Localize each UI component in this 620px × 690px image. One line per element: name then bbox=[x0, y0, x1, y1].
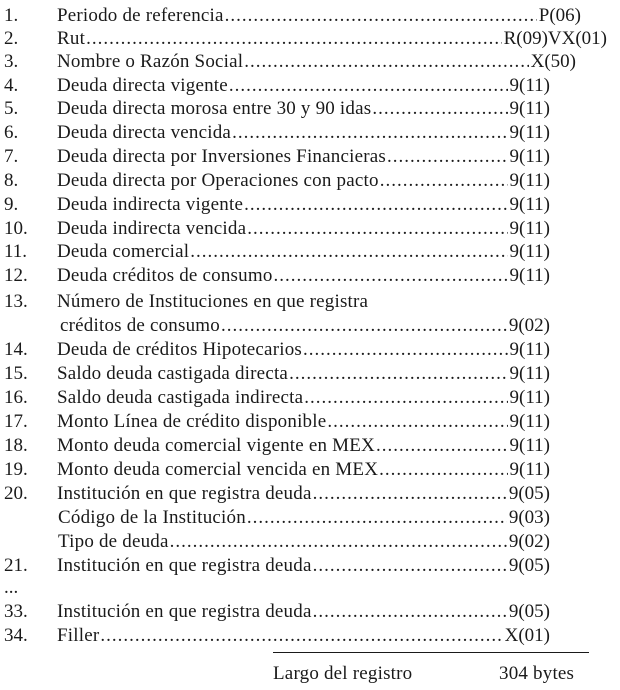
field-row-33 bbox=[0, 600, 620, 623]
field-number: 8. bbox=[4, 170, 19, 191]
field-type: 9(11) bbox=[509, 459, 550, 480]
field-row-6 bbox=[0, 121, 620, 144]
dot-leader bbox=[86, 27, 502, 50]
dot-leader bbox=[170, 530, 507, 553]
field-label: Deuda directa vencida bbox=[57, 122, 232, 143]
field-label: Deuda indirecta vencida bbox=[57, 218, 247, 239]
field-number: 7. bbox=[4, 146, 19, 167]
field-number: 34. bbox=[4, 625, 28, 646]
dot-leader bbox=[387, 145, 508, 168]
field-type: 9(11) bbox=[509, 363, 550, 384]
field-label: Monto deuda comercial vigente en MEX bbox=[57, 435, 375, 456]
field-type: 9(05) bbox=[508, 555, 550, 576]
field-type: 9(11) bbox=[509, 146, 550, 167]
field-row-19 bbox=[0, 458, 620, 481]
field-number: 1. bbox=[4, 5, 19, 26]
field-row-3 bbox=[0, 50, 620, 73]
field-row-2 bbox=[0, 27, 620, 50]
record-length-value: 304 bytes bbox=[499, 663, 575, 684]
field-number: 4. bbox=[4, 75, 19, 96]
field-row-1 bbox=[0, 4, 620, 27]
field-number: 3. bbox=[4, 51, 19, 72]
field-number: 5. bbox=[4, 98, 19, 119]
field-type: P(06) bbox=[538, 5, 581, 26]
dot-leader bbox=[247, 217, 507, 240]
dot-leader bbox=[232, 121, 507, 144]
field-type: X(50) bbox=[530, 51, 576, 72]
field-row-16 bbox=[0, 386, 620, 409]
field-row-14 bbox=[0, 338, 620, 361]
field-number: 16. bbox=[4, 387, 28, 408]
field-type: R(09)VX(01) bbox=[503, 28, 607, 49]
field-number: 19. bbox=[4, 459, 28, 480]
dot-leader bbox=[313, 600, 507, 623]
field-row-8 bbox=[0, 169, 620, 192]
field-type: X(01) bbox=[504, 625, 550, 646]
field-row-34 bbox=[0, 624, 620, 647]
field-row-13-continued bbox=[0, 314, 620, 337]
field-label: Institución en que registra deuda bbox=[57, 483, 312, 504]
dot-leader bbox=[190, 240, 507, 263]
field-number: 11. bbox=[4, 241, 28, 262]
field-label: Deuda directa morosa entre 30 y 90 idas bbox=[57, 98, 372, 119]
field-type: 9(11) bbox=[509, 122, 550, 143]
field-type: 9(11) bbox=[509, 194, 550, 215]
dot-leader bbox=[247, 506, 507, 529]
dot-leader bbox=[376, 434, 508, 457]
dot-leader bbox=[100, 624, 502, 647]
field-type: 9(11) bbox=[509, 218, 550, 239]
field-type: 9(11) bbox=[509, 387, 550, 408]
field-row-10 bbox=[0, 217, 620, 240]
field-row-9 bbox=[0, 193, 620, 216]
field-label: Nombre o Razón Social bbox=[57, 51, 244, 72]
field-label: Monto deuda comercial vencida en MEX bbox=[57, 459, 379, 480]
field-number: 21. bbox=[4, 555, 28, 576]
field-type: 9(02) bbox=[508, 315, 550, 336]
dot-leader bbox=[244, 193, 507, 216]
field-number: 18. bbox=[4, 435, 28, 456]
field-number: 13. bbox=[4, 291, 28, 312]
field-type: 9(11) bbox=[509, 339, 550, 360]
field-number: 20. bbox=[4, 483, 28, 504]
dot-leader bbox=[379, 458, 507, 481]
dot-leader bbox=[313, 554, 507, 577]
field-label: Rut bbox=[57, 28, 86, 49]
field-row-17 bbox=[0, 410, 620, 433]
field-label: Monto Línea de crédito disponible bbox=[57, 411, 327, 432]
field-label: Institución en que registra deuda bbox=[57, 601, 312, 622]
dot-leader bbox=[244, 50, 528, 73]
field-label: Deuda directa por Operaciones con pacto bbox=[57, 170, 379, 191]
field-row-5 bbox=[0, 97, 620, 120]
field-label: Institución en que registra deuda bbox=[57, 555, 312, 576]
field-row-13 bbox=[0, 290, 620, 313]
field-number: 33. bbox=[4, 601, 28, 622]
field-label: Código de la Institución bbox=[58, 507, 246, 528]
field-type: 9(05) bbox=[508, 601, 550, 622]
field-label: Deuda comercial bbox=[57, 241, 190, 262]
field-number: 15. bbox=[4, 363, 28, 384]
dot-leader bbox=[313, 482, 507, 505]
field-label: Saldo deuda castigada indirecta bbox=[57, 387, 304, 408]
field-row-7 bbox=[0, 145, 620, 168]
field-label: Deuda de créditos Hipotecarios bbox=[57, 339, 302, 360]
field-row-20-type bbox=[0, 530, 620, 553]
dot-leader bbox=[225, 4, 537, 27]
dot-leader bbox=[380, 169, 508, 192]
field-row-12 bbox=[0, 264, 620, 287]
field-label: Deuda directa por Inversiones Financieras bbox=[57, 146, 386, 167]
dot-leader bbox=[372, 97, 507, 120]
field-row-11 bbox=[0, 240, 620, 263]
ellipsis: ... bbox=[4, 577, 19, 598]
dot-leader bbox=[304, 386, 507, 409]
field-label: Deuda indirecta vigente bbox=[57, 194, 244, 215]
dot-leader bbox=[303, 338, 508, 361]
field-type: 9(03) bbox=[508, 507, 550, 528]
field-label: Número de Instituciones en que registra bbox=[57, 291, 369, 312]
field-row-15 bbox=[0, 362, 620, 385]
record-length-label: Largo del registro bbox=[273, 663, 413, 684]
dot-leader bbox=[221, 314, 507, 337]
dot-leader bbox=[274, 264, 508, 287]
total-divider bbox=[273, 652, 589, 653]
field-label: Deuda directa vigente bbox=[57, 75, 228, 96]
ellipsis-row bbox=[0, 576, 620, 599]
field-type: 9(11) bbox=[509, 170, 550, 191]
dot-leader bbox=[229, 74, 508, 97]
field-type: 9(11) bbox=[509, 98, 550, 119]
field-row-20 bbox=[0, 482, 620, 505]
field-row-20-code bbox=[0, 506, 620, 529]
field-type: 9(05) bbox=[508, 483, 550, 504]
field-number: 9. bbox=[4, 194, 19, 215]
field-label: Tipo de deuda bbox=[58, 531, 169, 552]
field-number: 12. bbox=[4, 265, 28, 286]
field-label: Filler bbox=[57, 625, 100, 646]
field-label-continued: créditos de consumo bbox=[60, 315, 220, 336]
field-row-21 bbox=[0, 554, 620, 577]
field-row-4 bbox=[0, 74, 620, 97]
field-number: 10. bbox=[4, 218, 28, 239]
field-type: 9(02) bbox=[508, 531, 550, 552]
field-label: Deuda créditos de consumo bbox=[57, 265, 273, 286]
dot-leader bbox=[327, 410, 507, 433]
field-number: 2. bbox=[4, 28, 19, 49]
field-type: 9(11) bbox=[509, 75, 550, 96]
field-type: 9(11) bbox=[509, 435, 550, 456]
field-type: 9(11) bbox=[509, 411, 550, 432]
field-type: 9(11) bbox=[509, 241, 550, 262]
field-label: Saldo deuda castigada directa bbox=[57, 363, 289, 384]
field-label: Periodo de referencia bbox=[57, 5, 224, 26]
field-number: 17. bbox=[4, 411, 28, 432]
field-number: 6. bbox=[4, 122, 19, 143]
dot-leader bbox=[289, 362, 507, 385]
field-number: 14. bbox=[4, 339, 28, 360]
field-type: 9(11) bbox=[509, 265, 550, 286]
field-row-18 bbox=[0, 434, 620, 457]
